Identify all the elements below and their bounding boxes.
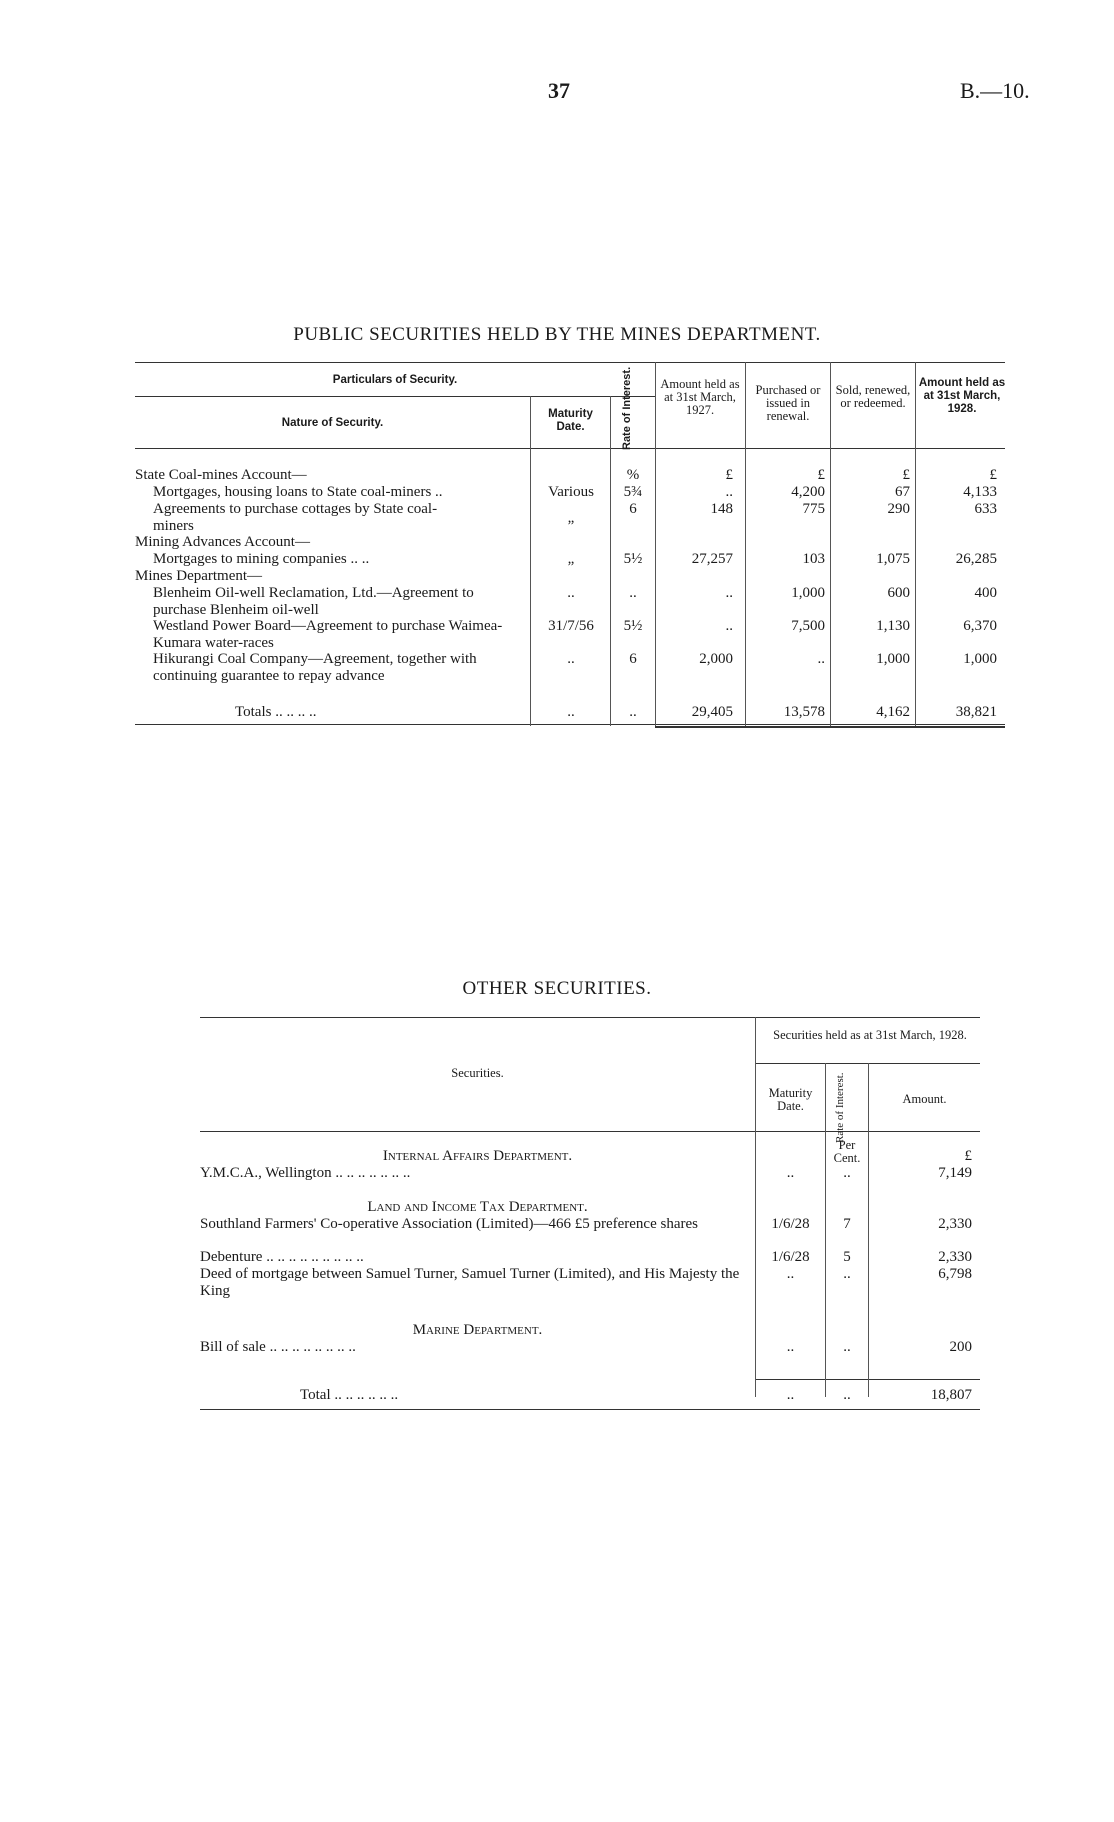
- row-amount: 2,330: [938, 1216, 972, 1232]
- header-sold: Sold, renewed, or redeemed.: [835, 383, 911, 410]
- row-sold: 1,075: [876, 551, 910, 567]
- other-table-title: OTHER SECURITIES.: [462, 978, 652, 999]
- row-rate: 7: [843, 1216, 851, 1232]
- row-desc: Blenheim Oil-well Reclamation, Ltd.—Agreement to purchase Blenheim oil-well: [153, 585, 474, 618]
- row-held-1927: ..: [725, 585, 733, 601]
- section-heading: Marine Department.: [412, 1322, 543, 1338]
- group-coal: State Coal-mines Account—: [135, 467, 307, 483]
- rule: [135, 724, 1005, 725]
- row-rate: 5: [843, 1249, 851, 1265]
- header-maturity: Maturity Date.: [548, 408, 593, 433]
- row-rate: 5½: [623, 551, 643, 567]
- row-purchased: 4,200: [791, 484, 825, 500]
- row-amount: 200: [949, 1339, 972, 1355]
- row-desc: Bill of sale .. .. .. .. .. .. .. ..: [200, 1339, 356, 1355]
- rule: [655, 362, 656, 726]
- totals-maturity: ..: [567, 704, 575, 720]
- header-held-1927: Amount held as at 31st March, 1927.: [660, 377, 740, 417]
- row-maturity: ..: [786, 1339, 795, 1355]
- row-rate: ..: [843, 1165, 851, 1181]
- row-amount: 6,798: [938, 1266, 972, 1282]
- row-desc: Y.M.C.A., Wellington .. .. .. .. .. .. ..: [200, 1165, 411, 1181]
- row-maturity: ..: [786, 1266, 795, 1282]
- header-rate: Rate of Interest.: [621, 366, 633, 450]
- row-desc: Mortgages, housing loans to State coal-miners ..: [153, 484, 443, 500]
- total-amount: 18,807: [930, 1387, 972, 1403]
- total-rate: ..: [843, 1387, 851, 1403]
- row-maturity: „: [567, 551, 575, 567]
- rule: [135, 362, 1005, 363]
- unit-purchased: £: [817, 467, 825, 483]
- row-amount: 2,330: [938, 1249, 972, 1265]
- row-held-1928: 400: [974, 585, 997, 601]
- header-held: Securities held as at 31st March, 1928.: [773, 1028, 967, 1042]
- row-desc: Deed of mortgage between Samuel Turner, Samuel Turner (Limited), and His Majesty the King: [200, 1266, 740, 1299]
- row-purchased: 1,000: [791, 585, 825, 601]
- row-maturity: 31/7/56: [548, 618, 594, 634]
- totals-purchased: 13,578: [783, 704, 825, 720]
- document-code: B.—10.: [960, 78, 1030, 103]
- rule: [200, 1131, 980, 1132]
- header-purchased: Purchased or issued in renewal.: [755, 383, 821, 423]
- row-held-1928: 6,370: [963, 618, 997, 634]
- totals-sold: 4,162: [876, 704, 910, 720]
- row-purchased: 7,500: [791, 618, 825, 634]
- row-held-1927: ..: [725, 484, 733, 500]
- row-sold: 1,130: [876, 618, 910, 634]
- header-securities: Securities.: [451, 1066, 504, 1080]
- row-maturity: 1/6/28: [771, 1249, 810, 1265]
- row-held-1927: 2,000: [699, 651, 733, 667]
- row-held-1927: ..: [725, 618, 733, 634]
- row-sold: 1,000: [876, 651, 910, 667]
- rule: [745, 362, 746, 726]
- row-maturity: ..: [567, 651, 575, 667]
- row-rate: 6: [629, 501, 637, 517]
- row-maturity: ..: [567, 585, 575, 601]
- mines-securities-table: [135, 362, 1010, 732]
- totals-label: Totals .. .. .. ..: [235, 704, 317, 720]
- row-maturity: Various: [548, 484, 594, 500]
- rule: [200, 1409, 980, 1410]
- header-rate: Rate of Interest.: [834, 1072, 846, 1143]
- row-held-1928: 633: [974, 501, 997, 517]
- row-maturity: 1/6/28: [771, 1216, 810, 1232]
- header-amount: Amount.: [902, 1092, 947, 1106]
- rule: [200, 1017, 980, 1018]
- row-sold: 600: [887, 585, 910, 601]
- unit-amount: £: [964, 1148, 972, 1164]
- section-heading: Land and Income Tax Department.: [367, 1199, 588, 1215]
- row-rate: ..: [843, 1339, 851, 1355]
- total-maturity: ..: [786, 1387, 795, 1403]
- mines-table-title: PUBLIC SECURITIES HELD BY THE MINES DEPARTMENT.: [293, 324, 821, 345]
- row-held-1928: 1,000: [963, 651, 997, 667]
- unit-held-1927: £: [725, 467, 733, 483]
- header-held-1928: Amount held as at 31st March, 1928.: [918, 377, 1006, 415]
- unit-rate: Per Cent.: [833, 1138, 861, 1165]
- row-purchased: 775: [802, 501, 825, 517]
- header-maturity: Maturity Date.: [768, 1086, 813, 1113]
- totals-rate: ..: [629, 704, 637, 720]
- row-desc: Southland Farmers' Co-operative Association (Limited)—466 £5 preference shares: [200, 1216, 698, 1232]
- row-sold: 290: [887, 501, 910, 517]
- row-purchased: ..: [817, 651, 825, 667]
- row-maturity: ..: [786, 1165, 795, 1181]
- row-rate: 5½: [623, 618, 643, 634]
- header-nature: Nature of Security.: [281, 417, 384, 429]
- row-rate: 6: [629, 651, 637, 667]
- group-mining: Mining Advances Account—: [135, 534, 310, 550]
- row-desc: Agreements to purchase cottages by State coal-miners: [153, 501, 438, 534]
- unit-held-1928: £: [989, 467, 997, 483]
- row-held-1927: 148: [710, 501, 733, 517]
- row-rate: ..: [843, 1266, 851, 1282]
- row-held-1927: 27,257: [691, 551, 733, 567]
- group-mines: Mines Department—: [135, 568, 263, 584]
- page-number: 37: [548, 78, 570, 103]
- section-heading: Internal Affairs Department.: [382, 1148, 573, 1164]
- row-maturity: „: [567, 510, 575, 526]
- unit-sold: £: [902, 467, 910, 483]
- rule: [135, 448, 1005, 449]
- row-desc: Mortgages to mining companies .. ..: [153, 551, 370, 567]
- rule: [830, 362, 831, 726]
- row-purchased: 103: [802, 551, 825, 567]
- rule: [915, 362, 916, 726]
- header-particulars: Particulars of Security.: [332, 374, 458, 386]
- totals-held-1928: 38,821: [955, 704, 997, 720]
- rule: [135, 396, 655, 397]
- row-desc: Debenture .. .. .. .. .. .. .. .. ..: [200, 1249, 364, 1265]
- row-rate: 5¾: [623, 484, 643, 500]
- total-label: Total .. .. .. .. .. ..: [300, 1387, 399, 1403]
- row-held-1928: 26,285: [955, 551, 997, 567]
- row-rate: ..: [629, 585, 637, 601]
- totals-held-1927: 29,405: [691, 704, 733, 720]
- row-desc: Westland Power Board—Agreement to purchase Waimea-Kumara water-races: [153, 618, 503, 651]
- row-sold: 67: [895, 484, 910, 500]
- row-amount: 7,149: [938, 1165, 972, 1181]
- rule: [655, 726, 1005, 728]
- unit-rate: %: [626, 467, 640, 483]
- row-held-1928: 4,133: [963, 484, 997, 500]
- other-securities-table: [200, 1017, 980, 1412]
- row-desc: Hikurangi Coal Company—Agreement, together with continuing guarantee to repay advance: [153, 651, 477, 684]
